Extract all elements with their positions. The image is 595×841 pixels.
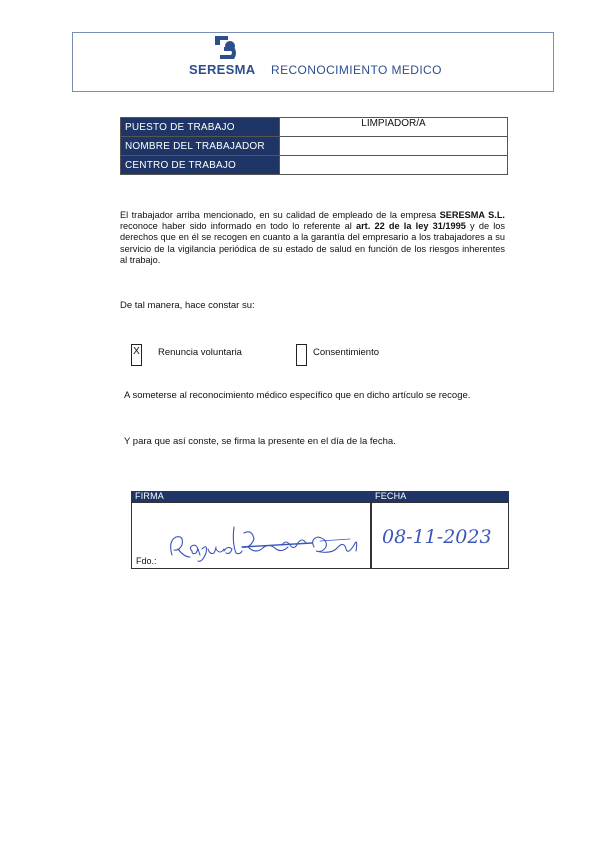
company-name: SERESMA S.L. [439,210,505,220]
nombre-value [280,137,508,156]
document-title: RECONOCIMIENTO MEDICO [271,63,442,77]
consentimiento-label: Consentimiento [313,347,380,358]
handwritten-signature [132,503,370,568]
constar-text: De tal manera, hace constar su: [120,300,255,311]
puesto-label: PUESTO DE TRABAJO [121,118,280,137]
nombre-label: NOMBRE DEL TRABAJADOR [121,137,280,156]
paragraph-text-c: y de los derechos que en él se recogen en cuanto a la garantía del empresario a los trabajadores a su servicio de la vigilancia periódica de su estado de salud en función de los riesgos inherentes al trabajo. [120,221,505,265]
fecha-header: FECHA [371,491,509,502]
seresma-logo-icon [212,34,240,62]
document-header [72,32,554,92]
centro-value [280,156,508,175]
firma-cell [131,502,371,569]
table-row [121,137,508,156]
fdo-label: Fdo.: [136,556,157,566]
centro-label: CENTRO DE TRABAJO [121,156,280,175]
law-reference: art. 22 de la ley 31/1995 [355,221,466,232]
paragraph-text-b: reconoce haber sido informado en todo lo referente al [120,221,356,232]
firma-header: FIRMA [131,491,371,502]
renuncia-label: Renuncia voluntaria [158,347,242,358]
someterse-text: A someterse al reconocimiento médico específico que en dicho artículo se recoge. [124,390,471,401]
puesto-value: LIMPIADOR/A [280,118,508,137]
renuncia-checkbox[interactable]: X [131,344,142,366]
consent-paragraph [120,210,505,266]
signature-table [131,491,509,569]
table-row [121,118,508,137]
table-row [121,156,508,175]
date-value: 08-11-2023 [382,526,492,548]
fecha-cell [371,502,509,569]
worker-info-table [120,117,508,175]
consentimiento-checkbox[interactable] [296,344,307,366]
paragraph-text-a: El trabajador arriba mencionado, en su calidad de empleado de la empresa [120,210,440,220]
logo-text: SERESMA [189,62,256,77]
firma-statement: Y para que así conste, se firma la presente en el día de la fecha. [124,436,396,447]
handwritten-date [372,503,508,568]
